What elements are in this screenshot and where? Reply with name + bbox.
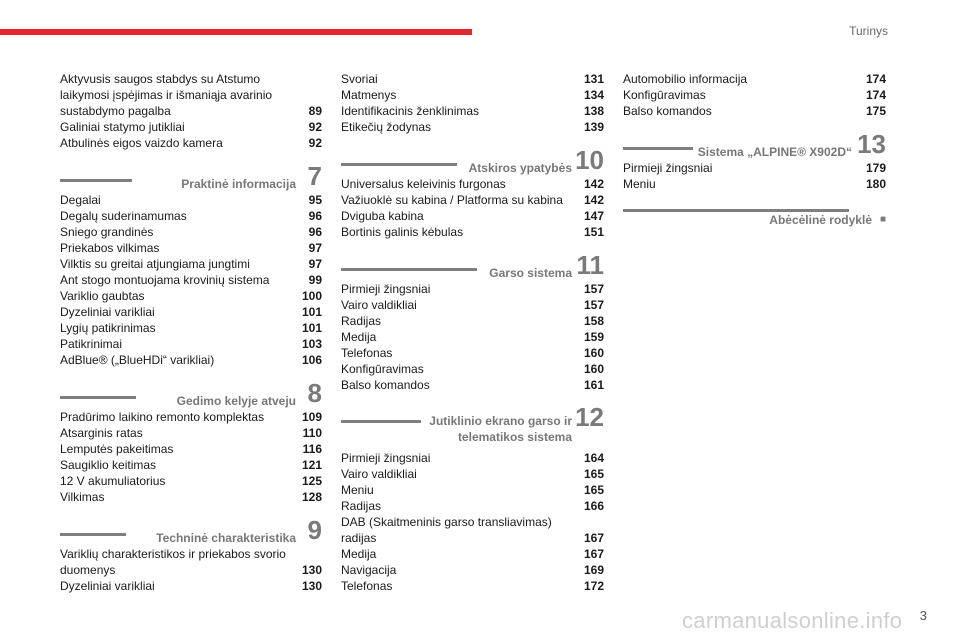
index-link-label: Abėcėlinė rodyklė (769, 213, 872, 227)
toc-entry[interactable]: Medija 167 (341, 547, 604, 561)
toc-entry[interactable]: Automobilio informacija 174 (623, 72, 886, 86)
toc-entry[interactable]: DAB (Skaitmeninis garso transliavimas) radijas 167 (341, 515, 604, 545)
watermark-text: carmanualsonline.info (682, 608, 903, 633)
toc-entry[interactable]: Navigacija 169 (341, 563, 604, 577)
section-heading-index[interactable] (623, 195, 886, 225)
page-header-title: Turinys (849, 24, 888, 38)
toc-entry[interactable]: Telefonas 160 (341, 346, 604, 360)
toc-entry[interactable]: 12 V akumuliatorius 125 (60, 474, 322, 488)
section-heading-9: Techninė charakteristika 9 (60, 519, 322, 549)
section-heading-12-line2: telematikos sistema (457, 430, 572, 444)
toc-entry[interactable]: Dyzeliniai varikliai 101 (60, 305, 322, 319)
toc-entry[interactable]: Dviguba kabina 147 (341, 209, 604, 223)
toc-entry[interactable]: AdBlue® („BlueHDi“ varikliai) 106 (60, 353, 322, 367)
toc-entry[interactable]: Bortinis galinis kėbulas 151 (341, 225, 604, 239)
toc-entry[interactable]: Meniu 165 (341, 483, 604, 497)
toc-entry[interactable]: Vairo valdikliai 165 (341, 467, 604, 481)
toc-entry[interactable]: Patikrinimai 103 (60, 337, 322, 351)
toc-entry[interactable]: Etikečių žodynas 139 (341, 120, 604, 134)
toc-entry[interactable]: Priekabos vilkimas 97 (60, 241, 322, 255)
section-heading-8: Gedimo kelyje atveju 8 (60, 382, 322, 412)
toc-entry[interactable]: Svoriai 131 (341, 72, 604, 86)
toc-entry[interactable]: Važiuoklė su kabina / Platforma su kabina 142 (341, 193, 604, 207)
toc-entry[interactable]: Lemputės pakeitimas 116 (60, 442, 322, 456)
toc-entry[interactable]: Konfigūravimas 160 (341, 362, 604, 376)
toc-entry[interactable]: Ant stogo montuojama krovinių sistema 99 (60, 273, 322, 287)
toc-entry[interactable]: Pirmieji žingsniai 157 (341, 282, 604, 296)
toc-entry[interactable]: Dyzeliniai varikliai 130 (60, 579, 322, 593)
toc-entry[interactable]: Galiniai statymo jutikliai 92 (60, 120, 322, 134)
toc-entry[interactable]: Sniego grandinės 96 (60, 225, 322, 239)
index-square-icon: ■ (879, 214, 886, 225)
top-accent-bar (0, 29, 472, 35)
page-number: 3 (919, 608, 927, 623)
toc-entry[interactable]: Aktyvusis saugos stabdys su Atstumo laikymosi įspėjimas ir išmaniąja avarinio sustabdymo pagalba 89 (60, 72, 322, 118)
toc-entry[interactable]: Telefonas 172 (341, 579, 604, 593)
toc-entry[interactable]: Matmenys 134 (341, 88, 604, 102)
toc-entry[interactable]: Vilktis su greitai atjungiama jungtimi 97 (60, 257, 322, 271)
toc-entry[interactable]: Balso komandos 161 (341, 378, 604, 392)
toc-entry[interactable]: Atsarginis ratas 110 (60, 426, 322, 440)
toc-entry[interactable]: Saugiklio keitimas 121 (60, 458, 322, 472)
toc-entry[interactable]: Variklio gaubtas 100 (60, 289, 322, 303)
toc-entry[interactable]: Konfigūravimas 174 (623, 88, 886, 102)
toc-entry[interactable]: Radijas 158 (341, 314, 604, 328)
toc-entry[interactable]: Atbulinės eigos vaizdo kamera 92 (60, 136, 322, 150)
section-heading-12: Jutiklinio ekrano garso ir telematikos sistema 12 (341, 406, 604, 446)
toc-entry[interactable]: Balso komandos 175 (623, 104, 886, 118)
toc-entry[interactable]: Vairo valdikliai 157 (341, 298, 604, 312)
toc-entry[interactable]: Medija 159 (341, 330, 604, 344)
toc-entry[interactable]: Pirmieji žingsniai 179 (623, 161, 886, 175)
toc-entry[interactable]: Identifikacinis ženklinimas 138 (341, 104, 604, 118)
section-heading-13: Sistema „ALPINE® X902D“ 13 (623, 133, 886, 163)
section-heading-10: Atskiros ypatybės 10 (341, 149, 604, 179)
toc-entry[interactable]: Degalų suderinamumas 96 (60, 209, 322, 223)
section-heading-7: Praktinė informacija 7 (60, 165, 322, 195)
toc-entry[interactable]: Radijas 166 (341, 499, 604, 513)
toc-entry[interactable]: Lygių patikrinimas 101 (60, 321, 322, 335)
toc-entry[interactable]: Pradūrimo laikino remonto komplektas 109 (60, 410, 322, 424)
toc-entry[interactable]: Degalai 95 (60, 193, 322, 207)
toc-entry[interactable]: Variklių charakteristikos ir priekabos svorio duomenys 130 (60, 547, 322, 577)
section-heading-11: Garso sistema 11 (341, 254, 604, 284)
section-heading-12-line1: Jutiklinio ekrano garso ir (429, 414, 572, 428)
toc-entry[interactable]: Vilkimas 128 (60, 490, 322, 504)
toc-entry[interactable]: Pirmieji žingsniai 164 (341, 451, 604, 465)
toc-entry[interactable]: Meniu 180 (623, 177, 886, 191)
toc-entry[interactable]: Universalus keleivinis furgonas 142 (341, 177, 604, 191)
